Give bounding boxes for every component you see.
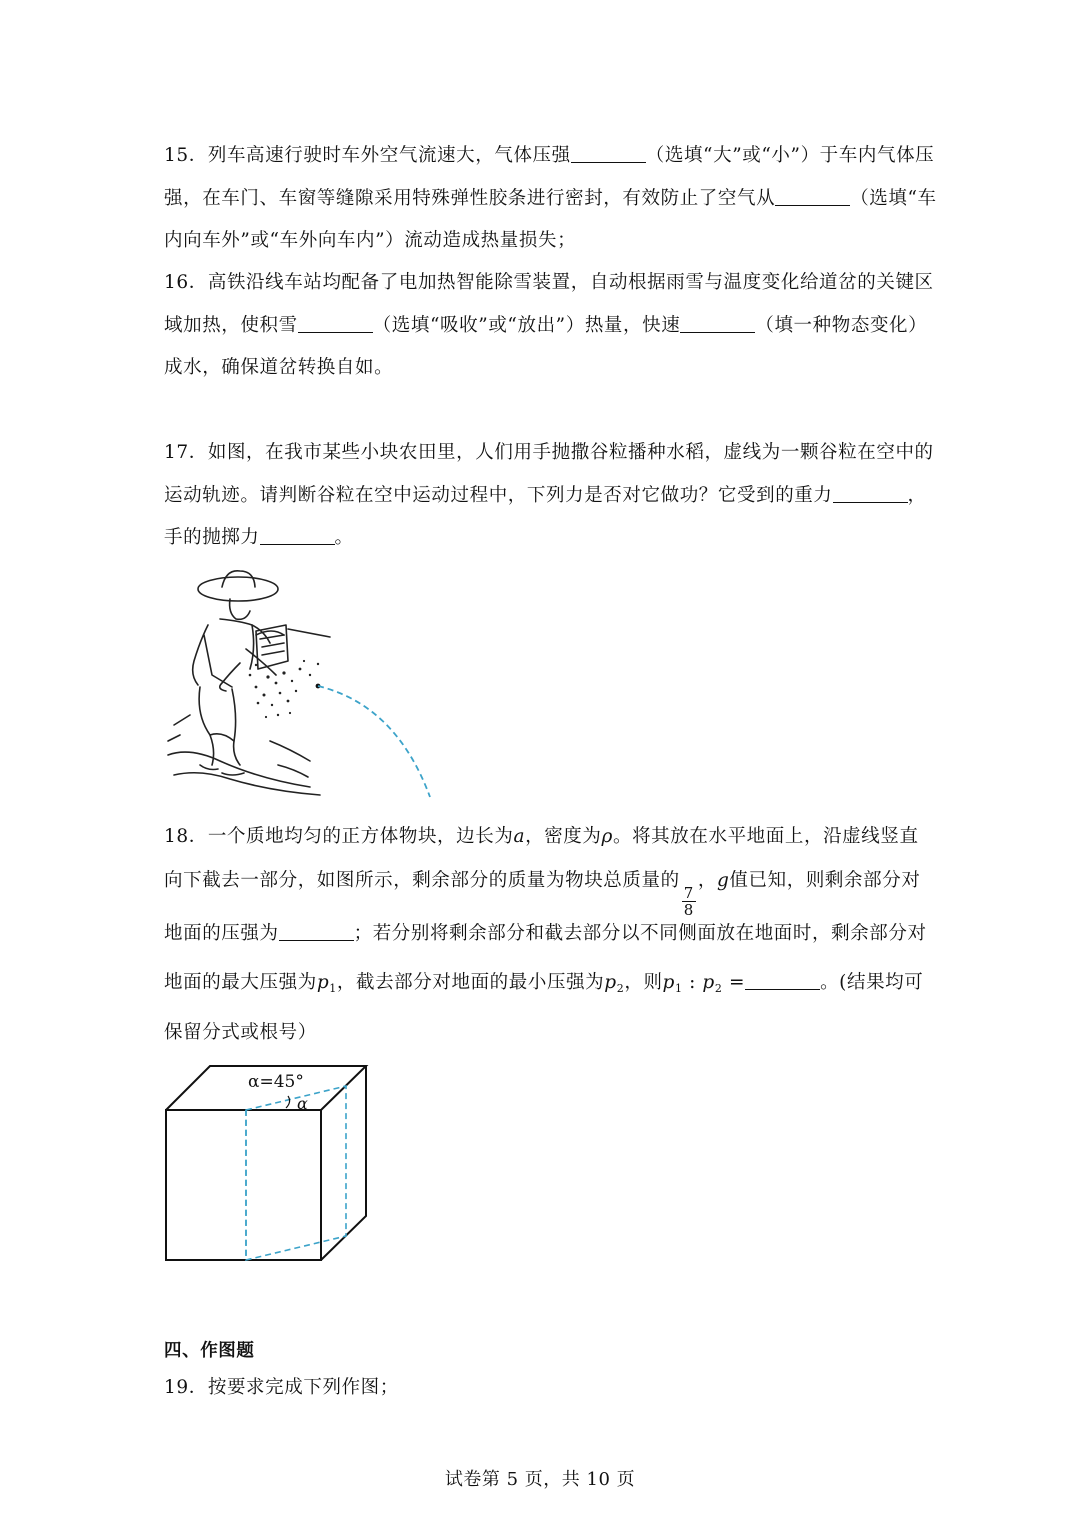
q18-var-g: g (716, 870, 730, 891)
q17-text-3b: 。 (334, 527, 354, 548)
q15-text-1b: （选填“大”或“小”）于车内气体压 (645, 145, 935, 166)
q18-text-1b: ，密度为 (525, 826, 602, 847)
hat-brim (198, 577, 278, 601)
angle-label: α=45° (248, 1072, 304, 1092)
q18-text-3a: 地面的压强为 (164, 923, 279, 944)
q18-var-p1: p (316, 972, 330, 993)
q18-ratio-sub-1: 1 (675, 982, 683, 995)
q16-text-2a: 域加热，使积雪 (164, 315, 298, 336)
cube-cut-figure (160, 1060, 375, 1265)
q16-line-3: 成水，确保道岔转换自如。 (164, 357, 394, 378)
q17-blank-2 (260, 525, 335, 545)
farmer-back (193, 625, 208, 685)
q17-line-3 (164, 523, 354, 549)
q18-ratio-sub-2: 2 (714, 982, 723, 995)
cut-dashed-lines (246, 1086, 346, 1260)
q18-line-3 (164, 919, 927, 945)
q18-fraction (682, 885, 696, 918)
q18-text-4a: 地面的最大压强为 (164, 972, 317, 993)
q15-text-2b: （选填“车 (850, 188, 937, 209)
alpha-label: α (297, 1094, 308, 1113)
cube-front-face (166, 1110, 321, 1260)
fraction-denominator: 8 (683, 901, 694, 919)
q18-text-1a: 18．一个质地均匀的正方体物块，边长为 (164, 826, 514, 847)
section-title: 四、作图题 (164, 1341, 255, 1361)
angle-arc (286, 1096, 290, 1108)
cube-right-face (321, 1066, 366, 1260)
q18-text-2a: 向下截去一部分，如图所示，剩余部分的质量为物块总质量的 (164, 870, 680, 891)
q18-var-p2: p (604, 972, 617, 993)
q17-blank-1 (833, 483, 908, 503)
q17-text-2b: ， (907, 485, 927, 506)
q18-var-a: a (513, 826, 526, 847)
q18-text-2c: 值已知，则剩余部分对 (729, 870, 921, 891)
q18-equals: = (722, 972, 746, 993)
q18-text-4d: 。(结果均可 (820, 972, 924, 993)
fraction-numerator: 7 (683, 884, 694, 902)
q15-line-1 (164, 141, 934, 167)
q18-blank-1 (279, 921, 354, 941)
q18-sub-2: 2 (616, 982, 625, 995)
q18-text-4b: ，截去部分对地面的最小压强为 (336, 972, 605, 993)
throwing-hand (220, 663, 240, 691)
q18-ratio-p2: p (702, 972, 715, 993)
q16-text-2c: （填一种物态变化） (755, 315, 928, 336)
q15-blank-2 (775, 186, 850, 206)
q18-text-4c: ，则 (624, 972, 663, 993)
q18-line-1 (164, 822, 919, 848)
q15-blank-1 (571, 143, 646, 163)
q18-var-rho: ρ (601, 826, 613, 847)
q15-text-1a: 15．列车高速行驶时车外空气流速大，气体压强 (164, 145, 571, 166)
q15-line-3: 内向车外”或“车外向车内”）流动造成热量损失； (164, 230, 577, 251)
q18-ratio-colon: : (682, 972, 703, 993)
farmer-sowing-figure (160, 565, 450, 800)
hat-crown (222, 571, 255, 587)
q18-text-3b: ；若分别将剩余部分和截去部分以不同侧面放在地面时，剩余部分对 (353, 923, 927, 944)
q18-text-2b: ， (697, 870, 717, 891)
q16-text-2b: （选填“吸收”或“放出”）热量，快速 (372, 315, 681, 336)
q17-text-2a: 运动轨迹。请判断谷粒在空中运动过程中，下列力是否对它做功？它受到的重力 (164, 485, 833, 506)
q16-blank-1 (298, 313, 373, 333)
q15-text-2a: 强，在车门、车窗等缝隙采用特殊弹性胶条进行密封，有效防止了空气从 (164, 188, 776, 209)
q19-line-1: 19．按要求完成下列作图； (164, 1377, 399, 1398)
q18-text-1c: 。将其放在水平地面上，沿虚线竖直 (612, 826, 919, 847)
q18-line-5: 保留分式或根号） (164, 1022, 317, 1043)
q18-blank-2 (745, 970, 820, 990)
q16-line-1: 16．高铁沿线车站均配备了电加热智能除雪装置，自动根据雨雪与温度变化给道岔的关键区 (164, 272, 934, 293)
q18-sub-1: 1 (329, 982, 337, 995)
grain-trajectory-dashed (318, 686, 430, 797)
q17-line-2 (164, 481, 927, 507)
q16-line-2 (164, 311, 927, 337)
q16-blank-2 (680, 313, 755, 333)
q17-line-1: 17．如图，在我市某些小块农田里，人们用手抛撒谷粒播种水稻，虚线为一颗谷粒在空中的 (164, 442, 934, 463)
q18-ratio-p1: p (662, 972, 675, 993)
page-footer: 试卷第 5 页，共 10 页 (444, 1469, 636, 1490)
q17-text-3a: 手的抛掷力 (164, 527, 260, 548)
q15-line-2 (164, 184, 937, 210)
q18-line-4 (164, 968, 923, 995)
q18-line-2 (164, 866, 920, 918)
